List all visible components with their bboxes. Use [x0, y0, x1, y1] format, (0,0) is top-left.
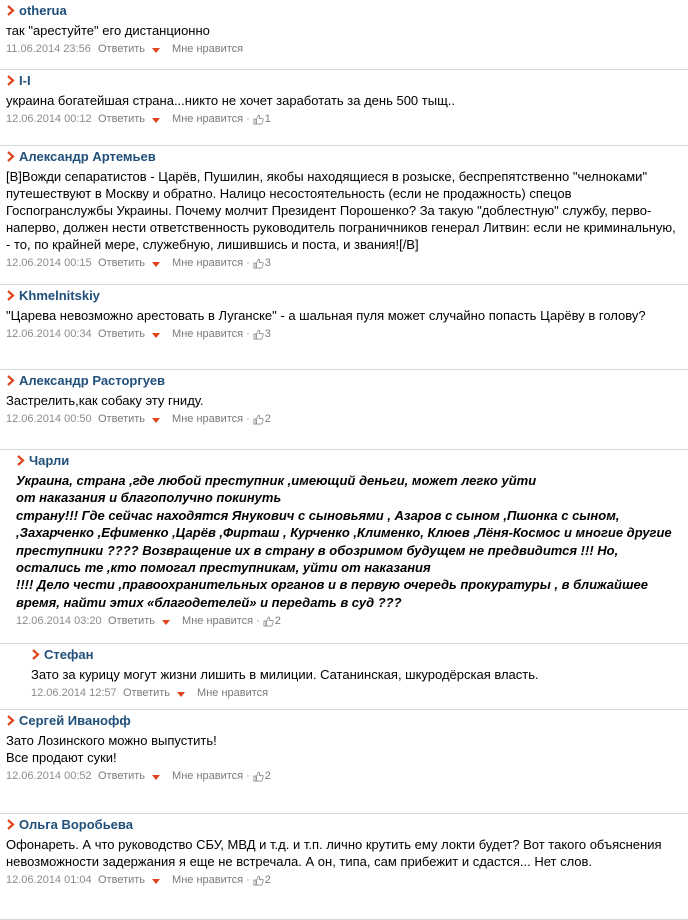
reply-button[interactable]: Ответить — [123, 687, 171, 699]
comment-text: Украина, страна ,где любой преступник ,имеющий деньги, может легко уйти от наказания и благополучно покинуть страну!!! Где сейчас находятся Янукович с сыновьями , Азаров с сыном ,Пшонка с сыном, ,Захарченко ,Ефименко ,Царёв ,Фирташ , Курченко ,Клименко, Клюев ,Лёня-Космос и многие другие преступники ???? Возвращение их в страну в обозримом будущем не предвидится !!! Но, остались те ,кто помогал преступникам, уйти от наказания !!!! Дело чести ,правоохранительных органов и в первую очередь прокуратуры , в ближайшее время, найти этих «благодетелей» и передать в суд ??? — [16, 473, 672, 610]
reply-button[interactable]: Ответить — [98, 328, 146, 340]
comment-date: 11.06.2014 23:56 — [6, 43, 91, 55]
like-separator: · — [246, 328, 250, 340]
comment-header — [6, 370, 688, 390]
like-group — [172, 257, 271, 269]
comment-meta — [6, 873, 688, 887]
comment-date: 12.06.2014 00:12 — [6, 113, 92, 125]
comment-date: 12.06.2014 00:34 — [6, 328, 92, 340]
chevron-right-icon — [6, 4, 15, 17]
comment-meta — [16, 614, 688, 628]
chevron-right-icon — [6, 150, 15, 163]
comment-header — [6, 0, 688, 20]
comment-author[interactable]: Александр Артемьев — [19, 148, 156, 164]
comment-header — [6, 285, 688, 305]
like-separator: · — [246, 113, 250, 125]
like-group — [197, 687, 268, 699]
like-button[interactable]: Мне нравится — [197, 687, 269, 699]
comment-header — [6, 710, 688, 730]
chevron-right-icon — [6, 289, 15, 302]
reply-button[interactable]: Ответить — [108, 615, 156, 628]
like-count: 3 — [264, 328, 271, 340]
reply-button[interactable]: Ответить — [98, 413, 146, 425]
reply-button[interactable]: Ответить — [98, 874, 146, 886]
like-button[interactable]: Мне нравится — [182, 615, 254, 628]
like-count: 2 — [274, 615, 281, 628]
comment-meta — [6, 256, 688, 270]
comment-text: Офонареть. А что руководство СБУ, МВД и т.д. и т.п. лично крутить ему локти будет? Вот такого объяснения невозможности задержания я еще не встречала. А он, типа, сам прибежит и сдастся... Нет слов. — [6, 837, 666, 869]
like-button[interactable]: Мне нравится — [172, 257, 244, 269]
comment — [0, 285, 688, 370]
comment-meta — [6, 112, 688, 126]
comment-author[interactable]: Чарли — [29, 452, 70, 468]
like-group — [172, 874, 271, 886]
comment-author[interactable]: I-I — [19, 72, 31, 88]
like-separator: · — [246, 874, 250, 886]
comment — [0, 146, 688, 285]
reply-dropdown-icon[interactable] — [162, 620, 170, 625]
reply-dropdown-icon[interactable] — [152, 48, 160, 53]
comment — [0, 644, 688, 710]
like-group — [172, 113, 271, 125]
like-group — [172, 328, 271, 340]
comment-author[interactable]: Khmelnitskiy — [19, 287, 100, 303]
comment-header — [16, 450, 688, 470]
chevron-right-icon — [6, 714, 15, 727]
reply-button[interactable]: Ответить — [98, 113, 146, 125]
chevron-right-icon — [16, 454, 25, 467]
chevron-right-icon — [6, 74, 15, 87]
comment-text: так "арестуйте" его дистанционно — [6, 23, 210, 38]
comment-author[interactable]: Александр Расторгуев — [19, 372, 166, 388]
like-count: 2 — [264, 413, 271, 425]
reply-dropdown-icon[interactable] — [152, 775, 160, 780]
comment-author[interactable]: Стефан — [44, 646, 94, 662]
comment-author[interactable]: Сергей Иванофф — [19, 712, 131, 728]
comment-meta — [31, 686, 688, 700]
like-button[interactable]: Мне нравится — [172, 770, 244, 782]
like-button[interactable]: Мне нравится — [172, 874, 244, 886]
like-count: 3 — [264, 257, 271, 269]
comment-author[interactable]: otherua — [19, 2, 67, 18]
comment — [0, 70, 688, 146]
like-count: 2 — [264, 770, 271, 782]
comment-header — [6, 70, 688, 90]
comment-text: Зато Лозинского можно выпустить! Все продают суки! — [6, 733, 217, 765]
comment — [0, 0, 688, 70]
comment-text: Застрелить,как собаку эту гниду. — [6, 393, 204, 408]
like-group — [182, 615, 281, 627]
comment-meta — [6, 769, 688, 783]
comment-meta — [6, 327, 688, 341]
comment-text: [B]Вожди сепаратистов - Царёв, Пушилин, якобы находящиеся в розыске, беспрепятственно "челноками" путешествуют в Москву и обратно. Налицо несостоятельность (если не продажность) спецов Госпогранслужбы Украины. Почему молчит Президент Порошенко? За такую "доблестную" службу, перво-наперво, должен нести ответственность руководитель пограничников генерал Литвин: если не криминальную, - то, по крайней мере, служебную, лишившись и поста, и звания![/B] — [6, 169, 680, 252]
like-separator: · — [256, 615, 260, 628]
like-separator: · — [246, 257, 250, 269]
comment-text: Зато за курицу могут жизни лишить в милиции. Сатанинская, шкуродёрская власть. — [31, 667, 539, 682]
comment-date: 12.06.2014 01:04 — [6, 874, 92, 886]
comment-date: 12.06.2014 03:20 — [16, 615, 102, 628]
thumbs-up-icon — [253, 414, 264, 425]
like-count: 2 — [264, 874, 271, 886]
comment-text: украина богатейшая страна...никто не хочет заработать за день 500 тыщ.. — [6, 93, 455, 108]
comment-meta — [6, 412, 688, 426]
reply-button[interactable]: Ответить — [98, 257, 146, 269]
comment — [0, 814, 688, 920]
thumbs-up-icon — [263, 616, 274, 627]
like-button[interactable]: Мне нравится — [172, 413, 244, 425]
comment-text: "Царева невозможно арестовать в Луганске" - а шальная пуля может случайно попасть Царёву в голову? — [6, 308, 646, 323]
chevron-right-icon — [6, 818, 15, 831]
reply-dropdown-icon[interactable] — [177, 692, 185, 697]
thumbs-up-icon — [253, 114, 264, 125]
like-separator: · — [246, 770, 250, 782]
comment-meta — [6, 42, 688, 56]
comment — [0, 450, 688, 644]
comment-author[interactable]: Ольга Воробьева — [19, 816, 133, 832]
thumbs-up-icon — [253, 329, 264, 340]
reply-dropdown-icon[interactable] — [152, 262, 160, 267]
chevron-right-icon — [31, 648, 40, 661]
comment-date: 12.06.2014 00:15 — [6, 257, 92, 269]
like-button[interactable]: Мне нравится — [172, 113, 244, 125]
reply-dropdown-icon[interactable] — [152, 118, 160, 123]
reply-button[interactable]: Ответить — [98, 770, 146, 782]
comment-date: 12.06.2014 00:50 — [6, 413, 92, 425]
comment — [0, 370, 688, 450]
reply-dropdown-icon[interactable] — [152, 879, 160, 884]
reply-dropdown-icon[interactable] — [152, 333, 160, 338]
like-count: 1 — [264, 113, 271, 125]
comment-date: 12.06.2014 00:52 — [6, 770, 92, 782]
chevron-right-icon — [6, 374, 15, 387]
like-button[interactable]: Мне нравится — [172, 43, 244, 55]
thumbs-up-icon — [253, 875, 264, 886]
reply-dropdown-icon[interactable] — [152, 418, 160, 423]
thumbs-up-icon — [253, 258, 264, 269]
thumbs-up-icon — [253, 771, 264, 782]
comment-header — [31, 644, 688, 664]
like-separator: · — [246, 413, 250, 425]
reply-button[interactable]: Ответить — [98, 43, 146, 55]
like-button[interactable]: Мне нравится — [172, 328, 244, 340]
like-group — [172, 413, 271, 425]
comment-header — [6, 146, 688, 166]
comment-header — [6, 814, 688, 834]
comment — [0, 710, 688, 814]
like-group — [172, 770, 271, 782]
comment-date: 12.06.2014 12:57 — [31, 687, 117, 699]
like-group — [172, 43, 243, 55]
